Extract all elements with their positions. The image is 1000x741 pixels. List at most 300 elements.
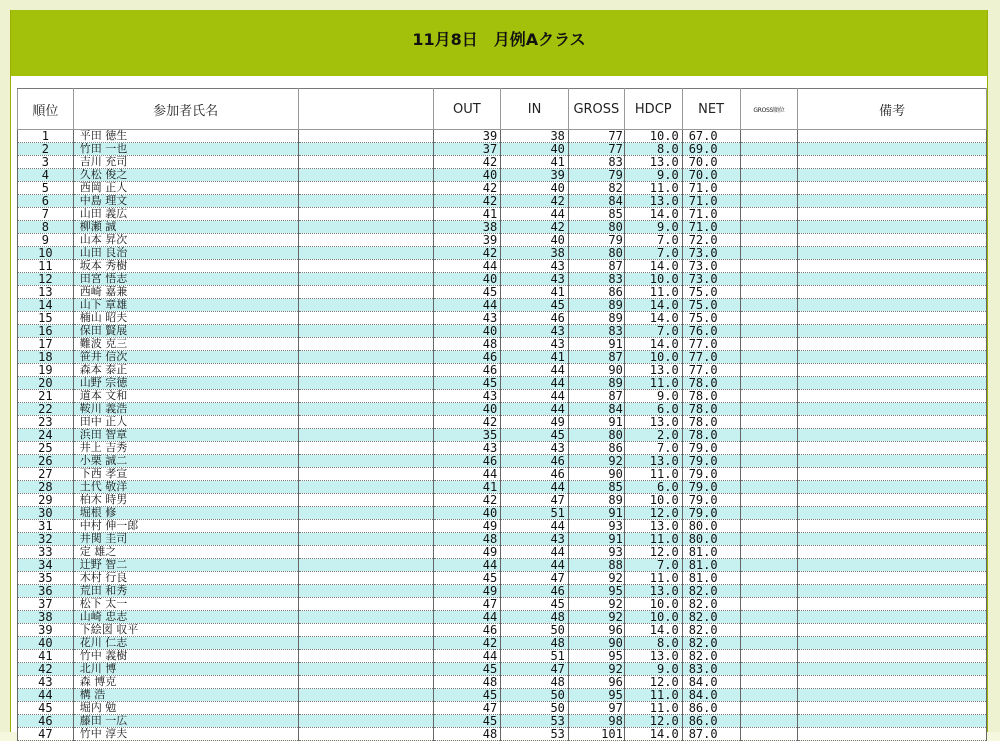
out-cell: 45 <box>433 715 501 728</box>
hdcp-cell: 12.0 <box>624 676 682 689</box>
gross-cell: 87 <box>568 351 624 364</box>
out-cell: 40 <box>433 169 501 182</box>
blank-cell <box>298 481 433 494</box>
in-cell: 39 <box>501 169 569 182</box>
notes-cell <box>798 728 987 741</box>
name-cell: 竹中 淳夫 <box>73 728 298 741</box>
blank-cell <box>298 260 433 273</box>
rank-cell: 4 <box>18 169 74 182</box>
blank-cell <box>298 429 433 442</box>
net-cell: 79.0 <box>682 468 740 481</box>
gross-cell: 95 <box>568 650 624 663</box>
name-cell: 浜田 智章 <box>73 429 298 442</box>
blank-cell <box>298 650 433 663</box>
name-cell: 山下 章雄 <box>73 299 298 312</box>
blank-cell <box>298 299 433 312</box>
out-cell: 42 <box>433 156 501 169</box>
blank-cell <box>298 663 433 676</box>
net-cell: 71.0 <box>682 221 740 234</box>
gross-cell: 90 <box>568 637 624 650</box>
notes-cell <box>798 156 987 169</box>
blank-cell <box>298 728 433 741</box>
rank-cell: 3 <box>18 156 74 169</box>
hdcp-cell: 13.0 <box>624 455 682 468</box>
notes-cell <box>798 559 987 572</box>
out-cell: 38 <box>433 221 501 234</box>
out-cell: 44 <box>433 559 501 572</box>
net-cell: 87.0 <box>682 728 740 741</box>
gross-cell: 89 <box>568 312 624 325</box>
hdcp-cell: 9.0 <box>624 390 682 403</box>
table-row <box>18 195 987 208</box>
rank-cell: 6 <box>18 195 74 208</box>
net-cell: 82.0 <box>682 598 740 611</box>
hdcp-cell: 13.0 <box>624 195 682 208</box>
name-cell: 木村 行良 <box>73 572 298 585</box>
blank-cell <box>298 533 433 546</box>
hdcp-cell: 13.0 <box>624 520 682 533</box>
header-in: IN <box>501 89 569 130</box>
net-cell: 79.0 <box>682 442 740 455</box>
out-cell: 43 <box>433 312 501 325</box>
rank-cell: 35 <box>18 572 74 585</box>
blank-cell <box>298 325 433 338</box>
gross-rank-cell <box>740 143 798 156</box>
rank-cell: 42 <box>18 663 74 676</box>
gross-cell: 92 <box>568 455 624 468</box>
rank-cell: 40 <box>18 637 74 650</box>
gross-cell: 77 <box>568 130 624 143</box>
net-cell: 79.0 <box>682 507 740 520</box>
rank-cell: 37 <box>18 598 74 611</box>
table-row <box>18 624 987 637</box>
gross-rank-cell <box>740 481 798 494</box>
gross-cell: 91 <box>568 416 624 429</box>
notes-cell <box>798 572 987 585</box>
notes-cell <box>798 455 987 468</box>
in-cell: 44 <box>501 546 569 559</box>
notes-cell <box>798 247 987 260</box>
blank-cell <box>298 286 433 299</box>
rank-cell: 32 <box>18 533 74 546</box>
gross-cell: 85 <box>568 208 624 221</box>
table-row <box>18 702 987 715</box>
hdcp-cell: 8.0 <box>624 637 682 650</box>
out-cell: 44 <box>433 650 501 663</box>
net-cell: 78.0 <box>682 377 740 390</box>
hdcp-cell: 12.0 <box>624 507 682 520</box>
header-row <box>18 89 987 130</box>
blank-cell <box>298 507 433 520</box>
name-cell: 竹中 義樹 <box>73 650 298 663</box>
gross-cell: 86 <box>568 442 624 455</box>
gross-rank-cell <box>740 598 798 611</box>
out-cell: 42 <box>433 416 501 429</box>
name-cell: 山崎 忠志 <box>73 611 298 624</box>
out-cell: 41 <box>433 208 501 221</box>
name-cell: 久松 俊之 <box>73 169 298 182</box>
rank-cell: 28 <box>18 481 74 494</box>
notes-cell <box>798 325 987 338</box>
net-cell: 77.0 <box>682 351 740 364</box>
gross-rank-cell <box>740 247 798 260</box>
rank-cell: 43 <box>18 676 74 689</box>
name-cell: 西岡 正人 <box>73 182 298 195</box>
notes-cell <box>798 533 987 546</box>
header-out: OUT <box>433 89 501 130</box>
hdcp-cell: 13.0 <box>624 585 682 598</box>
gross-rank-cell <box>740 728 798 741</box>
table-row <box>18 234 987 247</box>
out-cell: 45 <box>433 689 501 702</box>
rank-cell: 19 <box>18 364 74 377</box>
table-row <box>18 455 987 468</box>
rank-cell: 26 <box>18 455 74 468</box>
gross-cell: 83 <box>568 273 624 286</box>
net-cell: 80.0 <box>682 520 740 533</box>
table-row <box>18 273 987 286</box>
out-cell: 48 <box>433 533 501 546</box>
out-cell: 44 <box>433 260 501 273</box>
net-cell: 71.0 <box>682 195 740 208</box>
page-title: 11月8日 月例Aクラス <box>412 29 586 49</box>
gross-rank-cell <box>740 312 798 325</box>
gross-cell: 92 <box>568 572 624 585</box>
net-cell: 84.0 <box>682 689 740 702</box>
rank-cell: 21 <box>18 390 74 403</box>
blank-cell <box>298 702 433 715</box>
gross-cell: 89 <box>568 377 624 390</box>
table-row <box>18 442 987 455</box>
gross-cell: 77 <box>568 143 624 156</box>
notes-cell <box>798 663 987 676</box>
out-cell: 42 <box>433 494 501 507</box>
in-cell: 45 <box>501 429 569 442</box>
name-cell: 中村 伸一郎 <box>73 520 298 533</box>
table-row <box>18 676 987 689</box>
table-row <box>18 637 987 650</box>
gross-rank-cell <box>740 507 798 520</box>
table-row <box>18 520 987 533</box>
notes-cell <box>798 585 987 598</box>
gross-rank-cell <box>740 572 798 585</box>
header-gross-rank: GROSS順位 <box>740 89 798 130</box>
net-cell: 78.0 <box>682 429 740 442</box>
notes-cell <box>798 546 987 559</box>
name-cell: 中島 理文 <box>73 195 298 208</box>
hdcp-cell: 11.0 <box>624 572 682 585</box>
name-cell: 難波 克三 <box>73 338 298 351</box>
gross-rank-cell <box>740 663 798 676</box>
rank-cell: 1 <box>18 130 74 143</box>
net-cell: 79.0 <box>682 455 740 468</box>
in-cell: 41 <box>501 286 569 299</box>
table-row <box>18 507 987 520</box>
gross-rank-cell <box>740 702 798 715</box>
notes-cell <box>798 598 987 611</box>
rank-cell: 14 <box>18 299 74 312</box>
notes-cell <box>798 416 987 429</box>
rank-cell: 30 <box>18 507 74 520</box>
name-cell: 山田 良治 <box>73 247 298 260</box>
table-row <box>18 169 987 182</box>
net-cell: 81.0 <box>682 572 740 585</box>
in-cell: 50 <box>501 689 569 702</box>
blank-cell <box>298 598 433 611</box>
notes-cell <box>798 130 987 143</box>
in-cell: 43 <box>501 325 569 338</box>
blank-cell <box>298 156 433 169</box>
name-cell: 楠山 昭夫 <box>73 312 298 325</box>
gross-cell: 91 <box>568 507 624 520</box>
gross-rank-cell <box>740 650 798 663</box>
hdcp-cell: 14.0 <box>624 260 682 273</box>
gross-cell: 98 <box>568 715 624 728</box>
gross-cell: 80 <box>568 221 624 234</box>
in-cell: 45 <box>501 598 569 611</box>
in-cell: 47 <box>501 494 569 507</box>
hdcp-cell: 14.0 <box>624 624 682 637</box>
net-cell: 72.0 <box>682 234 740 247</box>
name-cell: 田中 正人 <box>73 416 298 429</box>
name-cell: 柳瀬 誠 <box>73 221 298 234</box>
rank-cell: 22 <box>18 403 74 416</box>
hdcp-cell: 13.0 <box>624 650 682 663</box>
in-cell: 49 <box>501 416 569 429</box>
rank-cell: 12 <box>18 273 74 286</box>
gross-cell: 80 <box>568 429 624 442</box>
rank-cell: 23 <box>18 416 74 429</box>
gross-cell: 89 <box>568 299 624 312</box>
notes-cell <box>798 169 987 182</box>
name-cell: 吉川 充司 <box>73 156 298 169</box>
in-cell: 38 <box>501 130 569 143</box>
notes-cell <box>798 442 987 455</box>
hdcp-cell: 13.0 <box>624 364 682 377</box>
gross-cell: 92 <box>568 663 624 676</box>
out-cell: 43 <box>433 390 501 403</box>
gross-cell: 96 <box>568 624 624 637</box>
rank-cell: 20 <box>18 377 74 390</box>
out-cell: 43 <box>433 442 501 455</box>
notes-cell <box>798 611 987 624</box>
out-cell: 37 <box>433 143 501 156</box>
rank-cell: 2 <box>18 143 74 156</box>
net-cell: 73.0 <box>682 273 740 286</box>
out-cell: 48 <box>433 676 501 689</box>
out-cell: 42 <box>433 637 501 650</box>
in-cell: 45 <box>501 299 569 312</box>
gross-rank-cell <box>740 533 798 546</box>
rank-cell: 44 <box>18 689 74 702</box>
in-cell: 47 <box>501 572 569 585</box>
gross-rank-cell <box>740 182 798 195</box>
name-cell: 花川 仁志 <box>73 637 298 650</box>
in-cell: 50 <box>501 624 569 637</box>
out-cell: 47 <box>433 598 501 611</box>
rank-cell: 33 <box>18 546 74 559</box>
out-cell: 47 <box>433 702 501 715</box>
in-cell: 53 <box>501 728 569 741</box>
header-name: 参加者氏名 <box>73 89 298 130</box>
out-cell: 48 <box>433 728 501 741</box>
gross-cell: 82 <box>568 182 624 195</box>
table-row <box>18 390 987 403</box>
rank-cell: 15 <box>18 312 74 325</box>
gross-cell: 90 <box>568 364 624 377</box>
notes-cell <box>798 182 987 195</box>
gross-cell: 86 <box>568 286 624 299</box>
gross-cell: 87 <box>568 260 624 273</box>
in-cell: 46 <box>501 455 569 468</box>
name-cell: 井上 吉秀 <box>73 442 298 455</box>
gross-rank-cell <box>740 442 798 455</box>
name-cell: 平田 徳生 <box>73 130 298 143</box>
hdcp-cell: 14.0 <box>624 728 682 741</box>
rank-cell: 29 <box>18 494 74 507</box>
net-cell: 79.0 <box>682 481 740 494</box>
gross-rank-cell <box>740 156 798 169</box>
in-cell: 47 <box>501 663 569 676</box>
gross-rank-cell <box>740 546 798 559</box>
hdcp-cell: 11.0 <box>624 468 682 481</box>
gross-cell: 84 <box>568 403 624 416</box>
header-notes: 備考 <box>798 89 987 130</box>
table-row <box>18 208 987 221</box>
rank-cell: 5 <box>18 182 74 195</box>
notes-cell <box>798 390 987 403</box>
name-cell: 荒田 和秀 <box>73 585 298 598</box>
out-cell: 46 <box>433 624 501 637</box>
blank-cell <box>298 585 433 598</box>
out-cell: 40 <box>433 325 501 338</box>
net-cell: 75.0 <box>682 286 740 299</box>
blank-cell <box>298 234 433 247</box>
hdcp-cell: 8.0 <box>624 143 682 156</box>
out-cell: 44 <box>433 468 501 481</box>
table-row <box>18 546 987 559</box>
gross-rank-cell <box>740 325 798 338</box>
notes-cell <box>798 507 987 520</box>
net-cell: 86.0 <box>682 702 740 715</box>
gross-cell: 84 <box>568 195 624 208</box>
out-cell: 42 <box>433 247 501 260</box>
hdcp-cell: 10.0 <box>624 598 682 611</box>
in-cell: 42 <box>501 195 569 208</box>
gross-rank-cell <box>740 299 798 312</box>
in-cell: 42 <box>501 221 569 234</box>
hdcp-cell: 11.0 <box>624 182 682 195</box>
table-row <box>18 364 987 377</box>
out-cell: 39 <box>433 130 501 143</box>
blank-cell <box>298 559 433 572</box>
out-cell: 40 <box>433 403 501 416</box>
notes-cell <box>798 195 987 208</box>
rank-cell: 45 <box>18 702 74 715</box>
blank-cell <box>298 624 433 637</box>
name-cell: 道本 文和 <box>73 390 298 403</box>
hdcp-cell: 14.0 <box>624 299 682 312</box>
in-cell: 44 <box>501 559 569 572</box>
table-row <box>18 572 987 585</box>
gross-rank-cell <box>740 611 798 624</box>
rank-cell: 46 <box>18 715 74 728</box>
blank-cell <box>298 442 433 455</box>
name-cell: 坂本 秀樹 <box>73 260 298 273</box>
in-cell: 44 <box>501 390 569 403</box>
gross-cell: 95 <box>568 585 624 598</box>
rank-cell: 39 <box>18 624 74 637</box>
table-row <box>18 338 987 351</box>
rank-cell: 25 <box>18 442 74 455</box>
gross-cell: 92 <box>568 611 624 624</box>
rank-cell: 9 <box>18 234 74 247</box>
table-row <box>18 611 987 624</box>
hdcp-cell: 9.0 <box>624 663 682 676</box>
blank-cell <box>298 390 433 403</box>
gross-rank-cell <box>740 130 798 143</box>
gross-rank-cell <box>740 286 798 299</box>
blank-cell <box>298 611 433 624</box>
table-row <box>18 286 987 299</box>
in-cell: 44 <box>501 208 569 221</box>
name-cell: 竹田 一也 <box>73 143 298 156</box>
out-cell: 46 <box>433 364 501 377</box>
gross-rank-cell <box>740 351 798 364</box>
gross-cell: 93 <box>568 546 624 559</box>
net-cell: 75.0 <box>682 299 740 312</box>
hdcp-cell: 7.0 <box>624 247 682 260</box>
out-cell: 39 <box>433 234 501 247</box>
table-row <box>18 312 987 325</box>
hdcp-cell: 6.0 <box>624 403 682 416</box>
rank-cell: 41 <box>18 650 74 663</box>
gross-rank-cell <box>740 364 798 377</box>
hdcp-cell: 10.0 <box>624 351 682 364</box>
notes-cell <box>798 650 987 663</box>
net-cell: 78.0 <box>682 390 740 403</box>
net-cell: 83.0 <box>682 663 740 676</box>
hdcp-cell: 14.0 <box>624 312 682 325</box>
table-row <box>18 156 987 169</box>
gross-rank-cell <box>740 390 798 403</box>
in-cell: 41 <box>501 351 569 364</box>
notes-cell <box>798 715 987 728</box>
notes-cell <box>798 351 987 364</box>
in-cell: 50 <box>501 702 569 715</box>
in-cell: 41 <box>501 156 569 169</box>
gross-cell: 97 <box>568 702 624 715</box>
gross-cell: 87 <box>568 390 624 403</box>
gross-rank-cell <box>740 234 798 247</box>
hdcp-cell: 11.0 <box>624 702 682 715</box>
name-cell: 山野 宗徳 <box>73 377 298 390</box>
notes-cell <box>798 377 987 390</box>
table-row <box>18 403 987 416</box>
rank-cell: 27 <box>18 468 74 481</box>
gross-cell: 90 <box>568 468 624 481</box>
gross-rank-cell <box>740 585 798 598</box>
net-cell: 86.0 <box>682 715 740 728</box>
in-cell: 46 <box>501 585 569 598</box>
name-cell: 小栗 誠二 <box>73 455 298 468</box>
header-rank: 順位 <box>18 89 74 130</box>
hdcp-cell: 9.0 <box>624 169 682 182</box>
rank-cell: 34 <box>18 559 74 572</box>
net-cell: 67.0 <box>682 130 740 143</box>
out-cell: 45 <box>433 377 501 390</box>
net-cell: 81.0 <box>682 546 740 559</box>
